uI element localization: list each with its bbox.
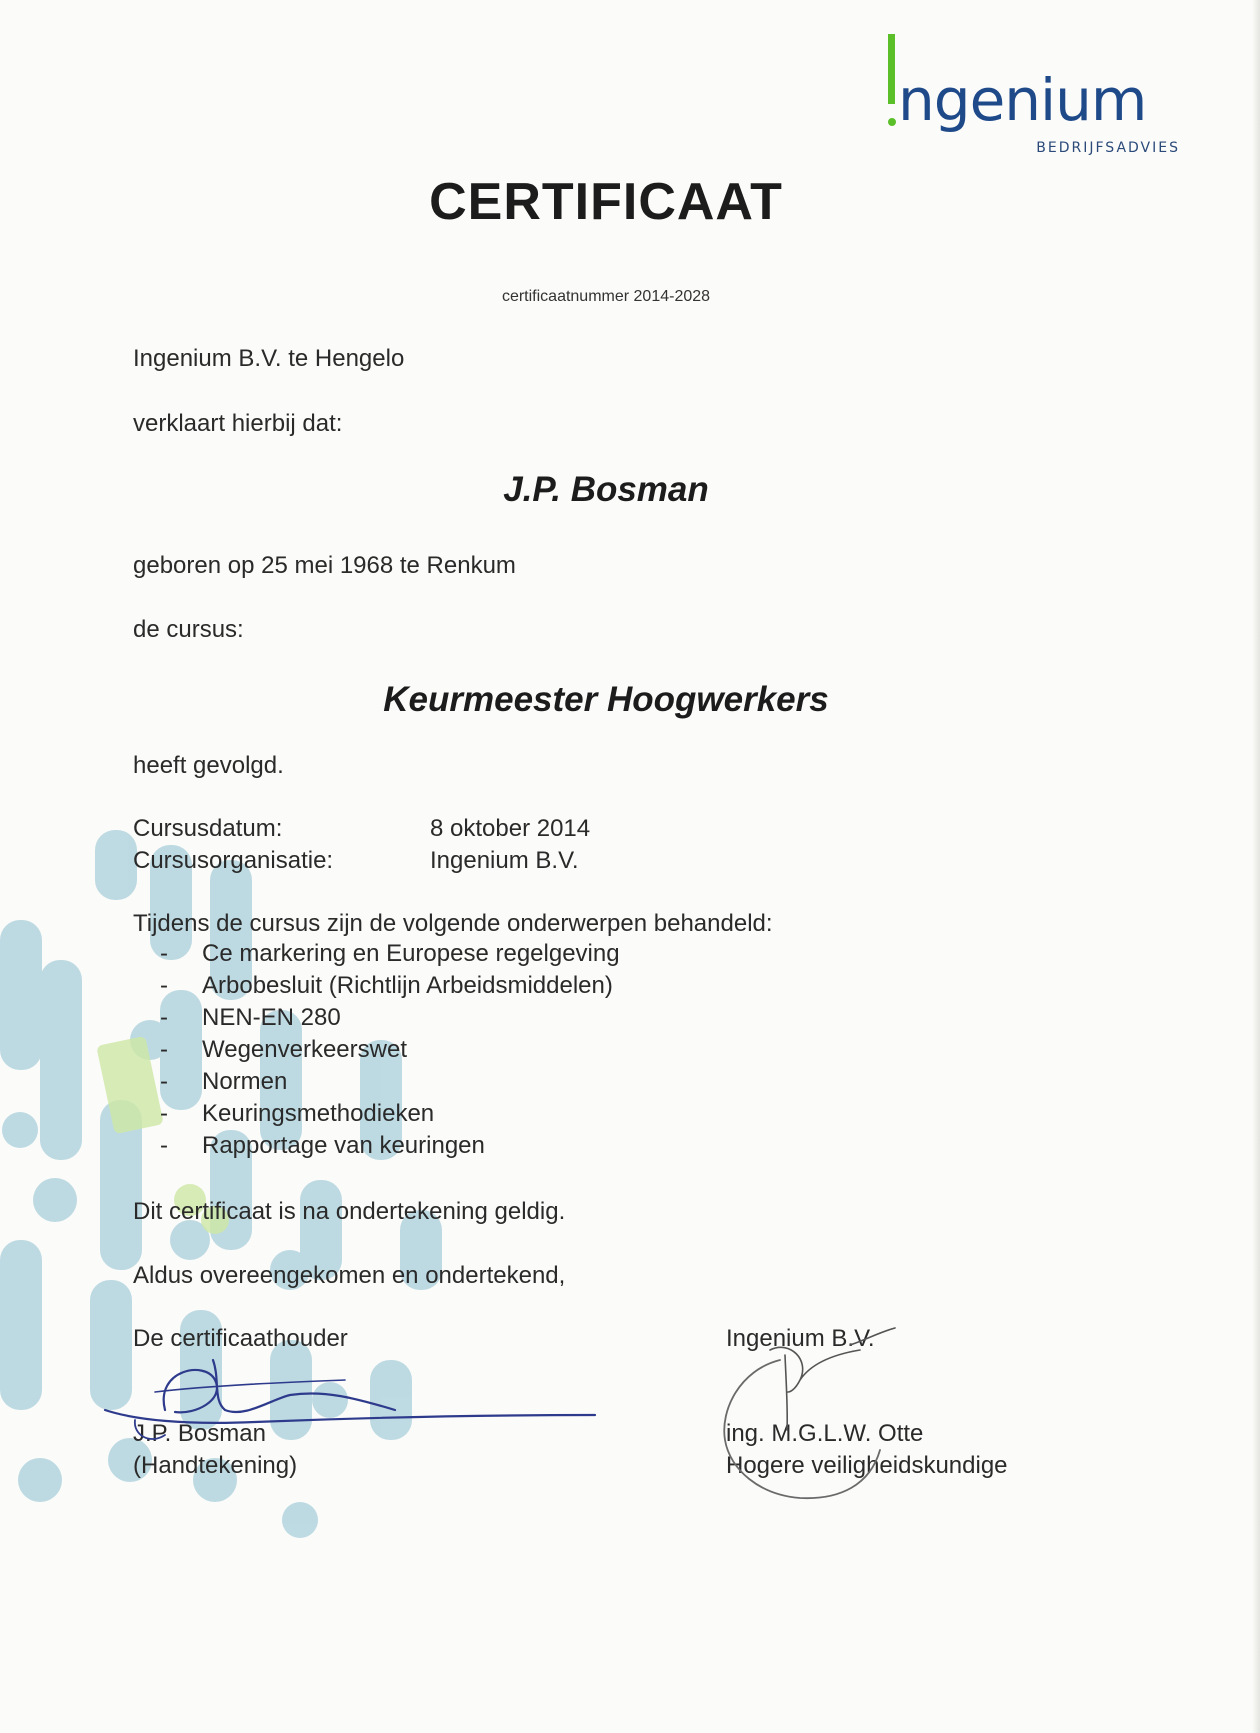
validity-text: Dit certificaat is na ondertekening geldig. [133,1198,566,1225]
holder-signature-name: J.P. Bosman [133,1420,266,1447]
list-dash: - [160,940,168,967]
list-item [160,1130,620,1162]
subjects-list [160,938,620,1162]
list-item [160,1066,620,1098]
list-item [160,1002,620,1034]
course-date-label: Cursusdatum: [133,815,283,842]
list-item [160,1034,620,1066]
followed-text: heeft gevolgd. [133,752,284,779]
subject-label: NEN-EN 280 [202,1004,341,1031]
declaration-text: verklaart hierbij dat: [133,410,343,437]
list-dash: - [160,1036,168,1063]
subject-label: Normen [202,1068,288,1095]
list-dash: - [160,1068,168,1095]
issuer-signature-title: Hogere veiligheidskundige [726,1452,1008,1479]
logo-wordmark: ngenium [898,66,1147,134]
logo-accent-dot [888,118,896,126]
logo-accent-bar [888,34,895,104]
subject-label: Wegenverkeerswet [202,1036,407,1063]
list-dash: - [160,1132,168,1159]
logo-subtitle: BEDRIJFSADVIES [1036,140,1180,156]
list-item [160,970,620,1002]
holder-handwritten-signature [95,1340,615,1460]
issuer-line: Ingenium B.V. te Hengelo [133,345,405,372]
subject-label: Arbobesluit (Richtlijn Arbeidsmiddelen) [202,972,613,999]
list-dash: - [160,1100,168,1127]
issuer-signature-heading: Ingenium B.V. [726,1325,875,1352]
subject-label: Keuringsmethodieken [202,1100,435,1127]
course-org-value: Ingenium B.V. [430,847,579,874]
document-title: CERTIFICAAT [429,173,783,231]
course-name: Keurmeester Hoogwerkers [383,680,829,719]
list-item [160,938,620,970]
holder-signature-heading: De certificaathouder [133,1325,348,1352]
holder-name: J.P. Bosman [503,470,709,509]
list-item [160,1098,620,1130]
course-intro: de cursus: [133,616,244,643]
birth-line: geboren op 25 mei 1968 te Renkum [133,552,516,579]
certificate-number: certificaatnummer 2014-2028 [501,288,711,305]
issuer-signature-name: ing. M.G.L.W. Otte [726,1420,924,1447]
agreement-text: Aldus overeengekomen en ondertekend, [133,1262,566,1289]
holder-signature-note: (Handtekening) [133,1452,298,1479]
course-date-value: 8 oktober 2014 [430,815,591,842]
list-dash: - [160,1004,168,1031]
subjects-intro: Tijdens de cursus zijn de volgende onderwerpen behandeld: [133,910,773,937]
page-edge-shadow [1252,0,1260,1733]
ingenium-logo [880,34,1180,164]
subject-label: Ce markering en Europese regelgeving [202,940,620,967]
list-dash: - [160,972,168,999]
issuer-handwritten-signature [700,1320,960,1510]
course-org-label: Cursusorganisatie: [133,847,334,874]
subject-label: Rapportage van keuringen [202,1132,485,1159]
